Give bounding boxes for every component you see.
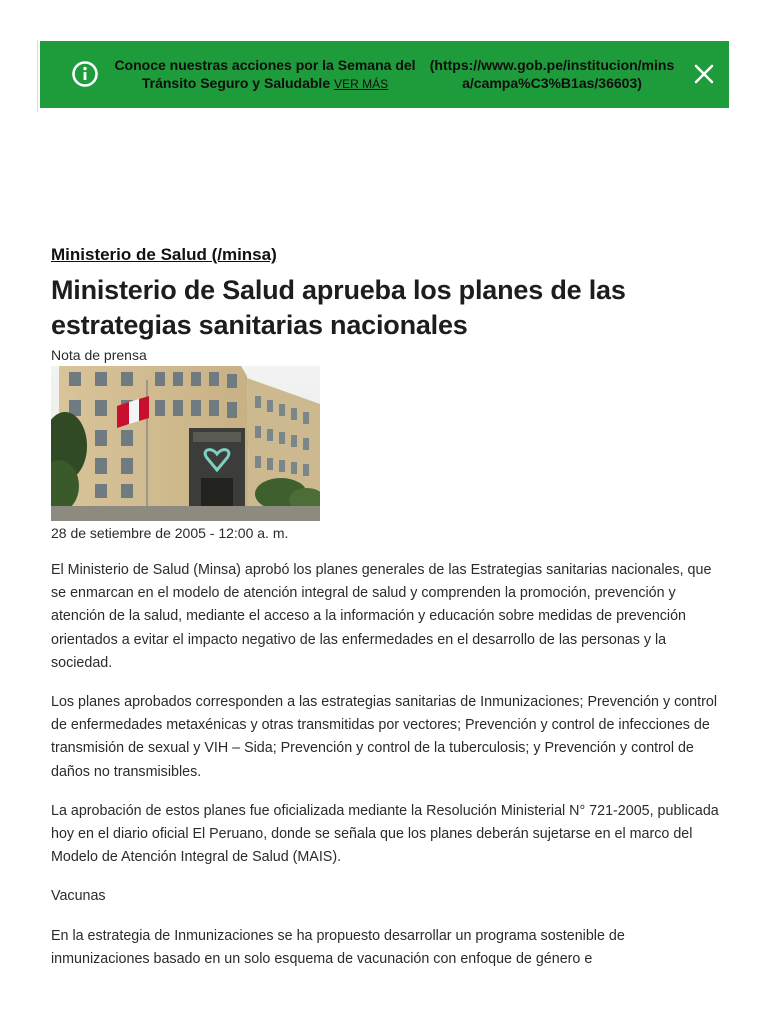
paragraph: La aprobación de estos planes fue oficializada mediante la Resolución Ministerial N° 721-2005, publicada hoy en el diario oficial El Peruano, donde se señala que los planes deberán sujetarse en el marco del Modelo de Atención Integral de Salud (MAIS). bbox=[51, 802, 719, 866]
article-body bbox=[51, 559, 721, 971]
article bbox=[51, 243, 721, 987]
article-date: 28 de setiembre de 2005 - 12:00 a. m. bbox=[51, 525, 289, 541]
article-type: Nota de prensa bbox=[51, 347, 147, 363]
banner-message-text: Conoce nuestras acciones por la Semana del Tránsito Seguro y Saludable bbox=[114, 57, 416, 91]
article-photo bbox=[51, 366, 320, 521]
announcement-banner bbox=[40, 41, 729, 108]
banner-url-text: (https://www.gob.pe/institucion/minsa/campa%C3%B1as/36603) bbox=[429, 57, 675, 91]
page-edge-line bbox=[37, 40, 38, 112]
organization-link[interactable]: Ministerio de Salud (/minsa) bbox=[51, 245, 277, 264]
page-title: Ministerio de Salud aprueba los planes de las estrategias sanitarias nacionales bbox=[51, 275, 626, 340]
close-icon[interactable] bbox=[693, 63, 715, 85]
paragraph: En la estrategia de Inmunizaciones se ha propuesto desarrollar un programa sostenible de inmunizaciones basado en un solo esquema de vacunación con enfoque de género e bbox=[51, 927, 625, 967]
ver-mas-link[interactable]: VER MÁS bbox=[334, 77, 389, 91]
banner-message bbox=[112, 56, 418, 93]
info-icon bbox=[71, 60, 99, 88]
section-heading: Vacunas bbox=[51, 888, 106, 905]
paragraph: Los planes aprobados corresponden a las estrategias sanitarias de Inmunizaciones; Prevención y control de enfermedades metaxénicas y otras transmitidas por vectores; Prevención y control de infecciones de transmisión de sexual y VIH – Sida; Prevención y control de la tuberculosis; y Prevención y control de daños no transmisibles. bbox=[51, 694, 717, 780]
paragraph: El Ministerio de Salud (Minsa) aprobó los planes generales de las Estrategias sanitarias nacionales, que se enmarcan en el modelo de atención integral de salud y comprenden la promoción, prevención y atención de la salud, mediante el acceso a la información y educación sobre medidas de prevención orientados a evitar el impacto negativo de las enfermedades en el desarrollo de las personas y la sociedad. bbox=[51, 562, 712, 671]
